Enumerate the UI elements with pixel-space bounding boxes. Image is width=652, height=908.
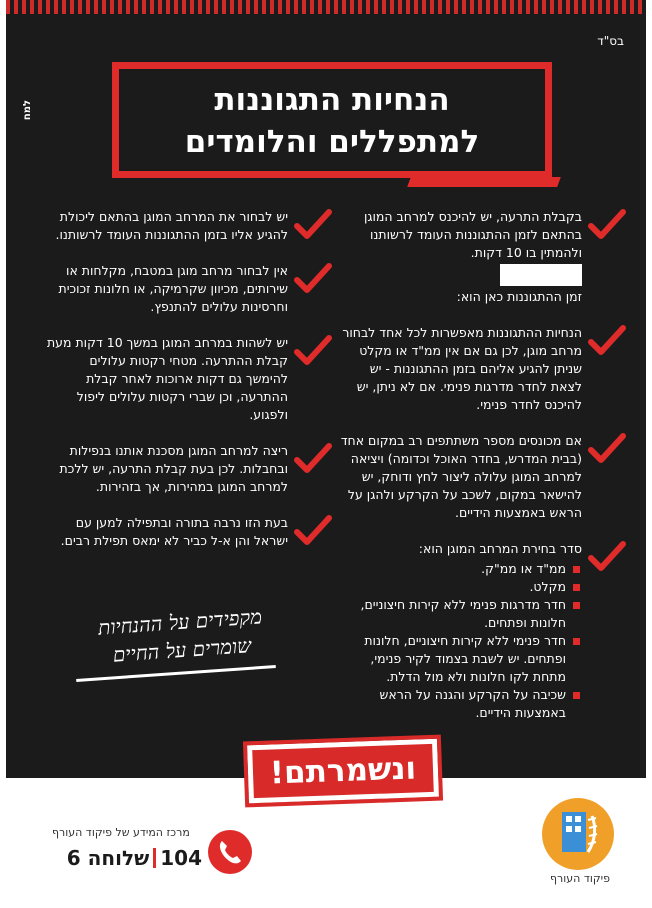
title-line-1: הנחיות התגוננות (214, 82, 450, 118)
phone-number[interactable]: 104 (160, 846, 202, 870)
phone-separator (153, 848, 156, 868)
phone-extension: שלוחה 6 (66, 846, 150, 870)
home-front-command-logo (540, 796, 616, 872)
phone-handset-icon (208, 830, 252, 874)
list-item (338, 432, 628, 522)
shelter-order-list (338, 560, 582, 722)
title-frame (112, 62, 552, 178)
logo-name: פיקוד העורף (550, 872, 610, 885)
left-column (44, 208, 334, 550)
list-item (44, 514, 334, 550)
checkmark-icon (294, 208, 332, 242)
list-item (44, 334, 334, 424)
item-text: אם מכונסים מספר משתתפים רב במקום אחד (בבית המדרש, בחדר האוכל וכדומה) ויציאה למרחב המוגן עלולה ליצור לחץ ודוחק, יש להישאר במקום, לשכב על הקרקע ולהגן על הראש באמצעות הידיים. (340, 433, 582, 520)
item-text: יש לבחור את המרחב המוגן בהתאם ליכולת להגיע אליו בזמן ההתגוננות העומד לרשותנו. (55, 209, 288, 242)
item-extra: זמן ההתגוננות כאן הוא: (456, 289, 582, 304)
checkmark-icon (588, 432, 626, 466)
phone-icon[interactable] (208, 830, 252, 874)
item-text: בעת הזו נרבה בתורה ובתפילה למען עם ישראל והן א-ל כביר לא ימאס תפילת רבים. (60, 515, 288, 548)
slogan-line-2: שומרים על החיים (112, 633, 252, 667)
checkmark-icon (294, 262, 332, 296)
list-item (44, 262, 334, 316)
defense-time-box[interactable] (500, 264, 582, 286)
checkmark-icon (294, 442, 332, 476)
item-text: אין לבחור מרחב מוגן במטבח, מקלחות או שירותים, מכיוון שקרמיקה, או חלונות זכוכית וחרסינות עלולים להתנפץ. (58, 263, 288, 314)
shelter-order-item: מקלט. (338, 578, 582, 596)
shelter-order-item: חדר מדרגות פנימי ללא קירות חיצוניים, חלונות ופתחים. (338, 596, 582, 632)
list-item (44, 442, 334, 496)
page-title (133, 79, 531, 163)
right-column (338, 208, 628, 722)
slogan-line-1: מקפידים על ההנחיות (97, 604, 263, 640)
venishmartem-stamp (247, 739, 439, 804)
checkmark-icon (588, 324, 626, 358)
info-center-label: מרכז המידע של פיקוד העורף (52, 826, 190, 839)
side-mark: למח (22, 100, 33, 121)
item-text: סדר בחירת המרחב המוגן הוא: (418, 541, 582, 556)
handwritten-slogan (64, 600, 297, 672)
item-text: ריצה למרחב המוגן מסכנת אותנו בנפילות ובחבלות. לכן בעת קבלת התרעה, יש ללכת למרחב המוגן במהירות, אך בזהירות. (59, 443, 288, 494)
shelter-order-item: שכיבה על הקרקע והגנה על הראש באמצעות הידיים. (338, 686, 582, 722)
shelter-order-item: ממ"ד או ממ"ק. (338, 560, 582, 578)
poster-background (6, 0, 646, 778)
list-item (338, 540, 628, 722)
stamp-text: ונשמרתם! (269, 750, 417, 792)
item-text: בקבלת התרעה, יש להיכנס למרחב המוגן בהתאם לזמן ההתגוננות העומד לרשותנו ולהמתין בו 10 דקות. (363, 209, 582, 260)
list-item (338, 324, 628, 414)
item-text: יש לשהות במרחב המוגן במשך 10 דקות מעת קבלת ההתרעה. מטחי רקטות עלולים להימשך גם דקות ארוכות לאחר קבלת ההתרעה, וכן שברי רקטות עלולים ליפול ולפגוע. (46, 335, 288, 422)
checkmark-icon (588, 208, 626, 242)
checkmark-icon (294, 334, 332, 368)
checkmark-icon (588, 540, 626, 574)
phone-row[interactable] (52, 846, 202, 870)
item-text: הנחיות ההתגוננות מאפשרות לכל אחד לבחור מרחב מוגן, לכן גם אם אין ממ"ד או מקלט שניתן להגיע אליהם בזמן ההתגוננות - יש לצאת לחדר מדרגות פנימי. אם לא ניתן, יש להיכנס לחדר פנימי. (342, 325, 582, 412)
shelter-order-item: חדר פנימי ללא קירות חיצוניים, חלונות ופתחים. יש לשבת בצמוד לקיר פנימי, מתחת לקו חלונות ולא מול הדלת. (338, 632, 582, 686)
bsd-mark: בס"ד (597, 34, 624, 48)
title-line-2: למתפללים והלומדים (184, 124, 480, 160)
list-item (338, 208, 628, 306)
top-stripes (6, 0, 646, 14)
list-item (44, 208, 334, 244)
checkmark-icon (294, 514, 332, 548)
